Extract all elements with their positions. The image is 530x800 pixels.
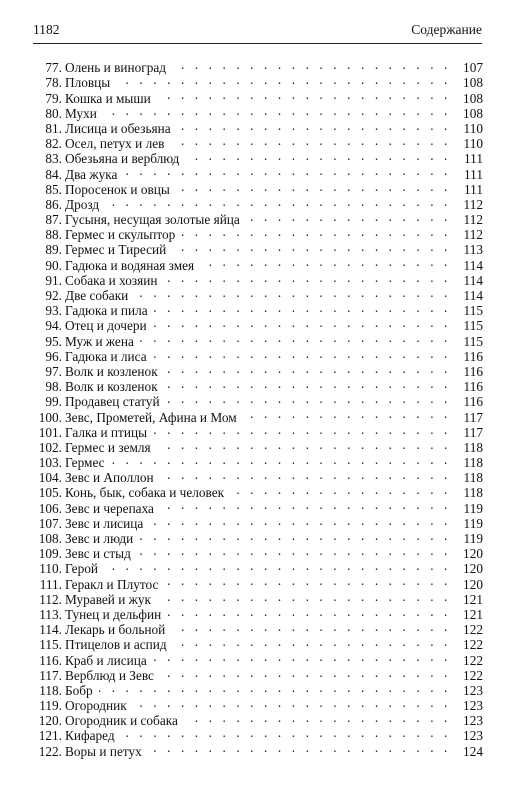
entry-page-number: 122 (463, 652, 483, 668)
entry-page-number: 114 (463, 272, 483, 288)
entry-number: 105. (38, 485, 62, 501)
toc-entry (33, 452, 483, 471)
entry-number: 78. (45, 75, 62, 91)
entry-title: Муж и жена (65, 333, 134, 349)
dot-leader (133, 695, 451, 710)
entry-page-number: 118 (463, 470, 483, 486)
entry-number: 122. (38, 743, 62, 759)
toc-entry (33, 133, 483, 152)
entry-page-number: 108 (463, 75, 483, 91)
entry-page-number: 111 (464, 166, 483, 182)
toc-entry (33, 422, 483, 440)
toc-entry (33, 695, 483, 714)
toc-entry (33, 680, 483, 698)
entry-page-number: 120 (463, 561, 483, 577)
toc-entry (33, 604, 483, 622)
entry-page-number: 123 (463, 698, 483, 714)
entry-title: Зевс и черепаха (65, 500, 154, 516)
toc-entry (33, 725, 483, 744)
dot-leader (160, 665, 451, 680)
entry-page-number: 112 (463, 212, 483, 228)
dot-leader (184, 710, 451, 725)
dot-leader (148, 740, 451, 755)
entry-page-number: 123 (463, 728, 483, 744)
dot-leader (160, 497, 451, 512)
toc-entry (33, 543, 483, 562)
entry-number: 114. (39, 622, 62, 638)
entry-page-number: 118 (463, 485, 483, 501)
toc-entry (33, 315, 483, 334)
dot-leader (230, 482, 451, 497)
toc-entry (33, 163, 483, 182)
dot-leader (153, 649, 451, 664)
entry-number: 87. (45, 212, 62, 228)
entry-title: Волк и козленок (65, 379, 158, 395)
entry-number: 91. (45, 272, 62, 288)
entry-page-number: 119 (463, 500, 483, 516)
entry-number: 84. (45, 166, 62, 182)
entry-number: 117. (39, 667, 62, 683)
dot-leader (153, 315, 451, 330)
toc-entry (33, 376, 483, 395)
toc-entry (33, 57, 483, 76)
entry-number: 93. (45, 303, 62, 319)
entry-number: 96. (45, 348, 62, 364)
entry-number: 103. (38, 455, 62, 471)
dot-leader (164, 270, 451, 285)
dot-leader (134, 285, 451, 300)
entry-title: Муравей и жук (65, 591, 151, 607)
entry-title: Огородник и собака (65, 713, 178, 729)
running-title: Содержание (411, 22, 482, 37)
entry-title: Мухи (65, 105, 97, 121)
dot-leader (139, 528, 451, 543)
entry-number: 106. (38, 500, 62, 516)
dot-leader (103, 103, 451, 118)
toc-entry (33, 619, 483, 638)
toc-entry (33, 72, 483, 91)
entry-page-number: 122 (463, 667, 483, 683)
entry-number: 115. (39, 637, 62, 653)
entry-number: 86. (45, 196, 62, 212)
dot-leader (164, 361, 451, 376)
dot-leader (157, 589, 451, 604)
entry-page-number: 124 (463, 743, 483, 759)
entry-title: Огородник (65, 698, 127, 714)
dot-leader (173, 634, 451, 649)
dot-leader (164, 573, 451, 588)
entry-page-number: 121 (463, 606, 483, 622)
entry-page-number: 121 (463, 591, 483, 607)
toc-entry (33, 740, 483, 759)
toc-entry (33, 528, 483, 546)
entry-number: 104. (38, 470, 62, 486)
dot-leader (171, 619, 451, 634)
toc-entry (33, 391, 483, 410)
entry-page-number: 119 (463, 531, 483, 546)
dot-leader (243, 406, 451, 421)
entry-number: 102. (38, 439, 62, 455)
dot-leader (153, 422, 451, 437)
entry-page-number: 110 (463, 136, 483, 152)
entry-number: 77. (45, 60, 62, 76)
dot-leader (157, 87, 451, 102)
entry-title: Осел, петух и лев (65, 136, 165, 152)
entry-title: Бобр (65, 682, 93, 698)
entry-number: 82. (45, 136, 62, 152)
toc-entry (33, 573, 483, 592)
entry-number: 95. (45, 333, 62, 349)
entry-title: Гермес и Тиресий (65, 242, 167, 258)
toc-entry (33, 437, 483, 455)
entry-title: Верблюд и Зевс (65, 667, 154, 683)
toc-entry (33, 148, 483, 167)
entry-page-number: 114 (463, 257, 483, 273)
entry-title: Галка и птицы (65, 424, 148, 440)
entry-number: 101. (38, 424, 62, 440)
dot-leader (123, 163, 451, 178)
entry-number: 120. (38, 713, 62, 729)
entry-title: Конь, бык, собака и человек (65, 485, 225, 501)
entry-page-number: 117 (463, 409, 483, 425)
entry-title: Волк и козленок (65, 363, 158, 379)
entry-title: Зевс и лисица (65, 515, 144, 531)
entry-page-number: 111 (464, 151, 483, 167)
entry-number: 81. (45, 120, 62, 136)
entry-title: Гадюка и пила (65, 303, 148, 319)
entry-number: 92. (45, 288, 62, 303)
entry-title: Дрозд (65, 196, 100, 212)
entry-number: 79. (45, 90, 62, 106)
dot-leader (157, 437, 451, 452)
entry-page-number: 116 (463, 348, 483, 364)
dot-leader (140, 330, 451, 345)
dot-leader (164, 376, 451, 391)
toc-entry (33, 270, 483, 288)
entry-page-number: 115 (463, 318, 483, 334)
entry-title: Поросенок и овцы (65, 181, 170, 197)
entry-title: Два жука (65, 166, 118, 182)
entry-number: 99. (45, 394, 62, 410)
toc-entry (33, 649, 483, 668)
entry-page-number: 118 (463, 439, 483, 455)
table-of-contents (33, 57, 483, 759)
entry-title: Герой (65, 561, 98, 577)
entry-title: Олень и виноград (65, 60, 167, 76)
entry-number: 118. (39, 682, 62, 698)
entry-page-number: 113 (463, 242, 483, 258)
entry-title: Краб и лисица (65, 652, 147, 668)
entry-number: 100. (38, 409, 62, 425)
entry-title: Гермес (65, 455, 105, 471)
dot-leader (185, 148, 451, 163)
entry-number: 112. (39, 591, 62, 607)
entry-page-number: 107 (463, 60, 483, 76)
dot-leader (105, 194, 451, 209)
entry-page-number: 116 (463, 379, 483, 395)
entry-title: Гадюка и лиса (65, 348, 147, 364)
toc-entry (33, 361, 483, 379)
entry-number: 97. (45, 363, 62, 379)
toc-entry (33, 710, 483, 729)
page-header (33, 21, 482, 39)
toc-entry (33, 665, 483, 683)
entry-title: Кифаред (65, 728, 115, 744)
entry-number: 121. (38, 728, 62, 744)
dot-leader (99, 680, 451, 695)
toc-entry (33, 513, 483, 531)
entry-page-number: 118 (463, 455, 483, 471)
entry-page-number: 120 (463, 546, 483, 562)
toc-entry (33, 330, 483, 349)
toc-entry (33, 239, 483, 258)
entry-number: 119. (39, 698, 62, 714)
entry-page-number: 123 (463, 682, 483, 698)
dot-leader (181, 224, 451, 239)
entry-page-number: 112 (463, 196, 483, 212)
entry-title: Гермес и земля (65, 439, 151, 455)
toc-entry (33, 209, 483, 228)
dot-leader (149, 513, 451, 528)
entry-number: 80. (45, 105, 62, 121)
dot-leader (167, 604, 451, 619)
entry-number: 111. (39, 576, 62, 592)
dot-leader (160, 467, 451, 482)
dot-leader (200, 254, 451, 269)
toc-entry (33, 118, 483, 136)
dot-leader (121, 725, 451, 740)
entry-number: 108. (38, 531, 62, 546)
entry-page-number: 122 (463, 622, 483, 638)
entry-page-number: 112 (463, 227, 483, 243)
entry-number: 116. (39, 652, 62, 668)
entry-number: 98. (45, 379, 62, 395)
entry-title: Воры и петух (65, 743, 142, 759)
entry-title: Обезьяна и верблюд (65, 151, 180, 167)
toc-entry (33, 179, 483, 197)
entry-number: 88. (45, 227, 62, 243)
toc-entry (33, 482, 483, 501)
entry-title: Отец и дочери (65, 318, 147, 334)
dot-leader (116, 72, 451, 87)
dot-leader (177, 118, 451, 133)
toc-entry (33, 497, 483, 516)
entry-number: 110. (39, 561, 62, 577)
toc-entry (33, 589, 483, 607)
toc-entry (33, 87, 483, 106)
entry-title: Две собаки (65, 288, 129, 303)
entry-page-number: 110 (463, 120, 483, 136)
entry-page-number: 108 (463, 105, 483, 121)
entry-number: 94. (45, 318, 62, 334)
entry-title: Продавец статуй (65, 394, 160, 410)
toc-entry (33, 254, 483, 273)
entry-title: Собака и хозяин (65, 272, 158, 288)
entry-page-number: 119 (463, 515, 483, 531)
dot-leader (137, 543, 451, 558)
dot-leader (172, 239, 451, 254)
entry-title: Зевс, Прометей, Афина и Мом (65, 409, 237, 425)
entry-page-number: 122 (463, 637, 483, 653)
toc-entry (33, 467, 483, 486)
entry-page-number: 116 (463, 363, 483, 379)
dot-leader (111, 452, 451, 467)
entry-page-number: 117 (463, 424, 483, 440)
entry-title: Гадюка и водяная змея (65, 257, 195, 273)
entry-page-number: 111 (464, 181, 483, 197)
entry-page-number: 120 (463, 576, 483, 592)
entry-number: 107. (38, 515, 62, 531)
entry-title: Лисица и обезьяна (65, 120, 171, 136)
header-rule (33, 43, 482, 44)
entry-number: 109. (38, 546, 62, 562)
entry-number: 83. (45, 151, 62, 167)
dot-leader (166, 391, 451, 406)
toc-entry (33, 224, 483, 243)
entry-number: 89. (45, 242, 62, 258)
entry-title: Кошка и мыши (65, 90, 151, 106)
toc-entry (33, 285, 483, 303)
toc-entry (33, 300, 483, 319)
entry-number: 113. (39, 606, 62, 622)
entry-page-number: 108 (463, 90, 483, 106)
entry-title: Геракл и Плутос (65, 576, 159, 592)
toc-entry (33, 346, 483, 364)
entry-number: 85. (45, 181, 62, 197)
dot-leader (172, 57, 451, 72)
dot-leader (170, 133, 451, 148)
entry-title: Зевс и Аполлон (65, 470, 154, 486)
toc-entry (33, 406, 483, 425)
entry-number: 90. (45, 257, 62, 273)
entry-page-number: 115 (463, 333, 483, 349)
entry-title: Зевс и стыд (65, 546, 131, 562)
entry-title: Гермес и скульптор (65, 227, 176, 243)
entry-title: Птицелов и аспид (65, 637, 167, 653)
dot-leader (154, 300, 451, 315)
entry-page-number: 116 (463, 394, 483, 410)
entry-title: Зевс и люди (65, 531, 134, 546)
entry-title: Лекарь и больной (65, 622, 166, 638)
entry-title: Тунец и дельфин (65, 606, 162, 622)
dot-leader (153, 346, 451, 361)
toc-entry (33, 634, 483, 653)
dot-leader (176, 179, 451, 194)
entry-page-number: 114 (463, 288, 483, 303)
entry-page-number: 115 (463, 303, 483, 319)
page-number: 1182 (33, 22, 60, 37)
entry-title: Гусыня, несущая золотые яйца (65, 212, 240, 228)
dot-leader (104, 558, 451, 573)
entry-title: Пловцы (65, 75, 111, 91)
dot-leader (246, 209, 451, 224)
entry-page-number: 123 (463, 713, 483, 729)
